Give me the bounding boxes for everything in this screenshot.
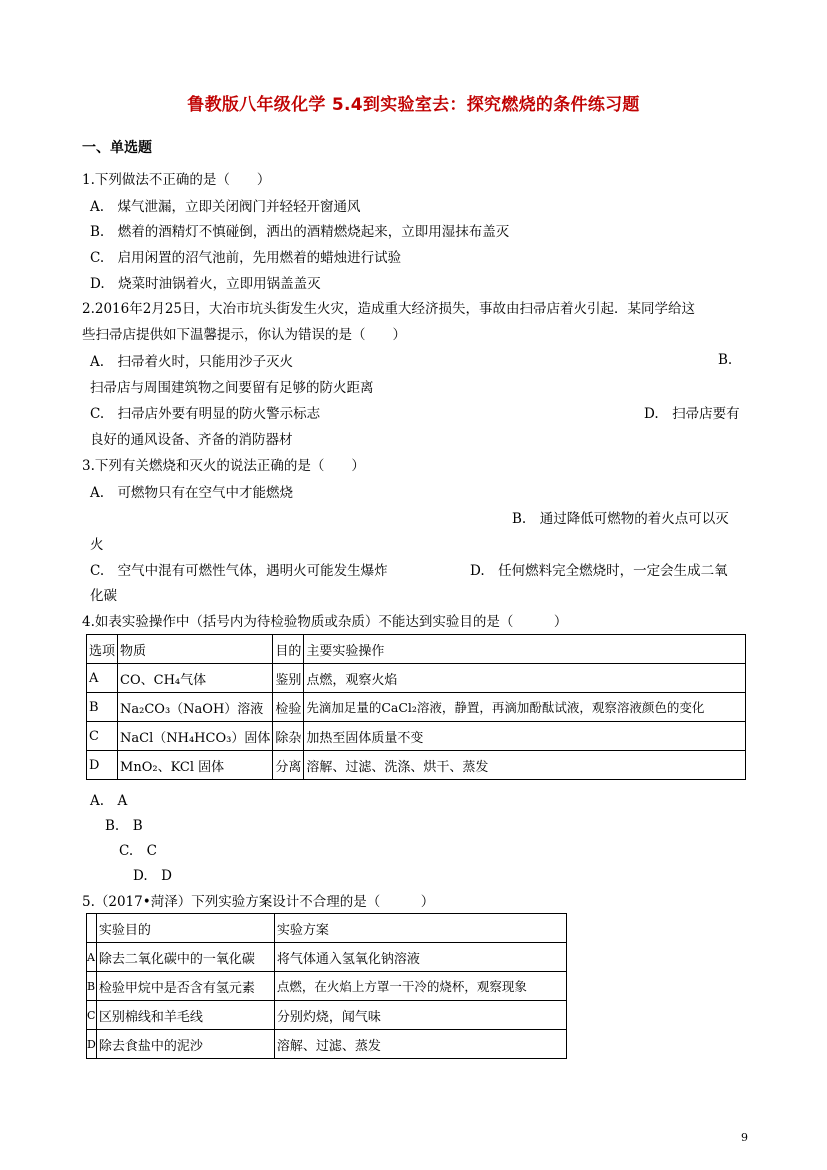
table-cell: C (87, 1001, 97, 1030)
q2-stem-line1: 2.2016年2月25日，大冶市坑头街发生火灾，造成重大经济损失，事故由扫帚店着火引起．某同学给这 (82, 301, 696, 317)
table-header-cell (87, 914, 97, 943)
table-cell: C (87, 722, 118, 751)
table-cell: 除去食盐中的泥沙 (96, 1030, 274, 1059)
page-title: 鲁教版八年级化学 5.4到实验室去：探究燃烧的条件练习题 (187, 95, 640, 115)
q3-option-a: A. 可燃物只有在空气中才能燃烧 (90, 485, 294, 501)
page-number: 9 (741, 1131, 748, 1144)
table-cell: 检验甲烷中是否含有氢元素 (96, 972, 274, 1001)
table-header-cell: 物质 (118, 635, 273, 664)
q4-option-a: A. A (90, 793, 128, 809)
table-cell: 将气体通入氢氧化钠溶液 (274, 943, 566, 972)
table-cell: Na₂CO₃（NaOH）溶液 (118, 693, 273, 722)
table-header-row (87, 635, 746, 664)
table-cell: 溶解、过滤、洗涤、烘干、蒸发 (304, 751, 746, 780)
q1-option-c: C. 启用闲置的沼气池前，先用燃着的蜡烛进行试验 (90, 250, 402, 266)
table-cell: 点燃，在火焰上方罩一干冷的烧杯，观察现象 (274, 972, 566, 1001)
table-header-row (87, 914, 567, 943)
table-cell: 点燃，观察火焰 (304, 664, 746, 693)
q1-option-d: D. 烧菜时油锅着火，立即用锅盖盖灭 (90, 276, 321, 292)
q4-stem: 4.如表实验操作中（括号内为待检验物质或杂质）不能达到实验目的是（ ） (82, 614, 568, 630)
q2-stem-line2: 些扫帚店提供如下温馨提示，你认为错误的是（ ） (82, 327, 406, 343)
q2-option-b-text: 扫帚店与周围建筑物之间要留有足够的防火距离 (90, 380, 374, 396)
q3-option-b-tail: 火 (90, 537, 104, 553)
q3-option-c: C. 空气中混有可燃性气体，遇明火可能发生爆炸 (90, 563, 388, 579)
table-row (87, 1001, 567, 1030)
table-cell: 分离 (273, 751, 304, 780)
table-cell: A (87, 943, 97, 972)
q1-option-b: B. 燃着的酒精灯不慎碰倒，洒出的酒精燃烧起来，立即用湿抹布盖灭 (90, 224, 510, 240)
table-header-cell: 目的 (273, 635, 304, 664)
q2-option-a: A. 扫帚着火时，只能用沙子灭火 (90, 354, 294, 370)
table-cell: NaCl（NH₄HCO₃）固体 (118, 722, 273, 751)
q2-option-d-head: D. 扫帚店要有 (644, 406, 740, 422)
q4-option-b: B. B (105, 818, 143, 834)
q4-option-d: D. D (133, 868, 172, 884)
table-cell: CO、CH₄气体 (118, 664, 273, 693)
q2-option-b-letter: B. (718, 352, 733, 368)
table-row (87, 664, 746, 693)
table-cell: B (87, 693, 118, 722)
q1-option-a: A. 煤气泄漏，立即关闭阀门并轻轻开窗通风 (90, 199, 361, 215)
table-header-cell: 实验方案 (274, 914, 566, 943)
q4-option-c: C. C (119, 843, 157, 859)
q1-stem: 1.下列做法不正确的是（ ） (82, 172, 271, 188)
table-cell: D (87, 1030, 97, 1059)
q5-stem: 5.（2017•菏泽）下列实验方案设计不合理的是（ ） (82, 894, 435, 910)
table-row (87, 722, 746, 751)
table-cell: 检验 (273, 693, 304, 722)
table-row (87, 693, 746, 722)
table-header-cell: 主要实验操作 (304, 635, 746, 664)
table-header-cell: 选项 (87, 635, 118, 664)
table-cell: B (87, 972, 97, 1001)
table-cell: 溶解、过滤、蒸发 (274, 1030, 566, 1059)
section-heading: 一、单选题 (82, 140, 152, 156)
table-cell: MnO₂、KCl 固体 (118, 751, 273, 780)
table-cell: 区别棉线和羊毛线 (96, 1001, 274, 1030)
table-cell: 鉴别 (273, 664, 304, 693)
q5-table (86, 913, 567, 1059)
q2-option-d-tail: 良好的通风设备、齐备的消防器材 (90, 432, 293, 448)
table-cell: A (87, 664, 118, 693)
q3-option-d: D. 任何燃料完全燃烧时，一定会生成二氧 (470, 563, 728, 579)
q4-table (86, 634, 746, 780)
table-cell: 先滴加足量的CaCl₂溶液，静置，再滴加酚酞试液，观察溶液颜色的变化 (304, 693, 746, 722)
q3-stem: 3.下列有关燃烧和灭火的说法正确的是（ ） (82, 458, 365, 474)
table-header-cell: 实验目的 (96, 914, 274, 943)
table-row (87, 943, 567, 972)
q2-option-c: C. 扫帚店外要有明显的防火警示标志 (90, 406, 321, 422)
table-row (87, 972, 567, 1001)
q3-option-d-tail: 化碳 (90, 588, 117, 604)
table-row (87, 751, 746, 780)
table-cell: 分别灼烧，闻气味 (274, 1001, 566, 1030)
table-cell: 除杂 (273, 722, 304, 751)
table-cell: D (87, 751, 118, 780)
table-row (87, 1030, 567, 1059)
table-cell: 加热至固体质量不变 (304, 722, 746, 751)
q3-option-b-head: B. 通过降低可燃物的着火点可以灭 (512, 511, 729, 527)
table-cell: 除去二氧化碳中的一氧化碳 (96, 943, 274, 972)
